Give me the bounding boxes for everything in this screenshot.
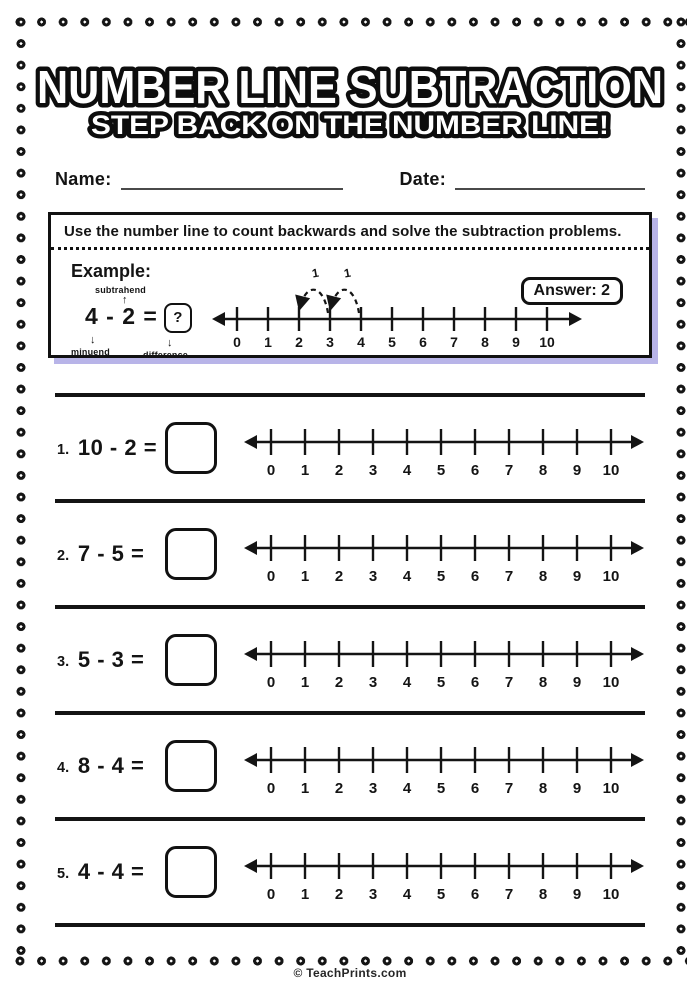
tick-label: 1	[300, 462, 310, 479]
number-line	[243, 634, 645, 692]
tick-label: 4	[357, 334, 365, 350]
page-border-dots-bottom	[15, 956, 687, 966]
difference-label: difference	[143, 350, 189, 360]
hop-count-label: 1	[310, 265, 320, 281]
tick-label: 6	[470, 780, 480, 797]
example-equation-text	[85, 303, 192, 333]
tick-label: 2	[334, 462, 344, 479]
tick-label: 0	[233, 334, 241, 350]
tick-label: 9	[572, 886, 582, 903]
tick-group	[267, 429, 620, 479]
tick-label: 10	[602, 674, 620, 691]
problem-row	[55, 817, 645, 923]
example-equation-value: 4 - 2 =	[85, 303, 158, 329]
tick-label: 6	[470, 674, 480, 691]
problem-equation: 4 - 4 =	[77, 859, 145, 884]
page-border-dots-top	[15, 17, 687, 27]
right-arrow-icon	[631, 541, 644, 555]
name-label: Name:	[55, 169, 112, 189]
tick-label: 3	[368, 886, 378, 903]
tick-group	[267, 641, 620, 691]
tick-label: 10	[602, 886, 620, 903]
tick-label: 6	[470, 886, 480, 903]
right-arrow-icon	[631, 647, 644, 661]
left-arrow-icon	[212, 312, 225, 326]
tick-label: 5	[436, 674, 446, 691]
down-arrow-icon: ↓	[90, 334, 96, 346]
number-line	[243, 846, 645, 904]
number-line	[243, 528, 645, 586]
date-field	[399, 168, 645, 190]
problem-row	[55, 393, 645, 499]
tick-label: 6	[470, 568, 480, 585]
tick-label: 4	[402, 886, 412, 903]
tick-label: 8	[481, 334, 489, 350]
tick-label: 5	[436, 886, 446, 903]
tick-label: 7	[504, 568, 514, 585]
tick-group	[233, 307, 555, 350]
up-arrow-icon: ↑	[122, 294, 128, 306]
answer-box[interactable]	[165, 740, 217, 792]
tick-label: 7	[504, 462, 514, 479]
tick-label: 1	[300, 886, 310, 903]
down-arrow-icon: ↓	[167, 337, 173, 349]
tick-label: 10	[602, 780, 620, 797]
tick-label: 8	[538, 568, 548, 585]
tick-label: 1	[300, 568, 310, 585]
right-arrow-icon	[631, 753, 644, 767]
problem-equation: 10 - 2 =	[77, 435, 158, 460]
left-arrow-icon	[244, 753, 257, 767]
tick-label: 2	[334, 886, 344, 903]
page-border-dots-right	[676, 17, 686, 965]
tick-label: 2	[334, 674, 344, 691]
tick-label: 2	[334, 780, 344, 797]
tick-label: 7	[504, 886, 514, 903]
tick-label: 7	[504, 780, 514, 797]
tick-label: 5	[436, 462, 446, 479]
left-arrow-icon	[244, 541, 257, 555]
right-arrow-icon	[569, 312, 582, 326]
problem-row	[55, 605, 645, 711]
tick-label: 0	[266, 674, 276, 691]
page-subtitle: STEP BACK ON THE NUMBER LINE!	[91, 110, 609, 140]
tick-label: 9	[572, 462, 582, 479]
tick-label: 4	[402, 462, 412, 479]
hop-count-label: 1	[342, 265, 352, 281]
right-arrow-icon	[631, 435, 644, 449]
tick-label: 9	[512, 334, 520, 350]
example-answer-badge: Answer: 2	[521, 277, 623, 305]
tick-label: 1	[300, 674, 310, 691]
problem-number: 1.	[57, 442, 70, 458]
difference-box: ?	[164, 303, 192, 333]
tick-label: 5	[436, 568, 446, 585]
tick-label: 7	[504, 674, 514, 691]
instruction-box	[48, 212, 652, 358]
tick-label: 3	[368, 568, 378, 585]
answer-box[interactable]	[165, 528, 217, 580]
worksheet-subtitle-art	[25, 108, 675, 144]
tick-label: 9	[572, 568, 582, 585]
hop-arc	[331, 290, 359, 313]
name-input-line[interactable]	[121, 168, 343, 190]
tick-label: 6	[470, 462, 480, 479]
tick-label: 7	[450, 334, 458, 350]
left-arrow-icon	[244, 859, 257, 873]
hop-arc	[300, 290, 328, 313]
tick-label: 0	[266, 462, 276, 479]
tick-label: 3	[368, 462, 378, 479]
tick-label: 4	[402, 568, 412, 585]
tick-label: 1	[264, 334, 272, 350]
page-title: NUMBER LINE SUBTRACTION	[37, 61, 663, 113]
number-line	[243, 422, 645, 480]
tick-label: 10	[539, 334, 555, 350]
tick-label: 2	[295, 334, 303, 350]
tick-label: 0	[266, 780, 276, 797]
tick-label: 3	[368, 674, 378, 691]
tick-label: 10	[602, 568, 620, 585]
right-arrow-icon	[631, 859, 644, 873]
problem-equation: 8 - 4 =	[77, 753, 145, 778]
date-label: Date:	[399, 169, 446, 189]
tick-label: 8	[538, 462, 548, 479]
left-arrow-icon	[244, 647, 257, 661]
tick-label: 10	[602, 462, 620, 479]
tick-label: 8	[538, 674, 548, 691]
left-arrow-icon	[244, 435, 257, 449]
example-heading: Example:	[71, 261, 152, 281]
footer-credit: © TeachPrints.com	[293, 966, 407, 980]
date-input-line[interactable]	[455, 168, 645, 190]
tick-label: 9	[572, 674, 582, 691]
subtrahend-label: subtrahend	[95, 285, 147, 295]
problem-number: 3.	[57, 654, 70, 670]
answer-box[interactable]	[165, 846, 217, 898]
tick-label: 6	[419, 334, 427, 350]
number-line	[243, 740, 645, 798]
problem-equation: 7 - 5 =	[77, 541, 145, 566]
tick-label: 1	[300, 780, 310, 797]
tick-group	[267, 853, 620, 903]
tick-label: 4	[402, 674, 412, 691]
name-date-row	[55, 168, 645, 190]
tick-group	[267, 535, 620, 585]
tick-label: 3	[368, 780, 378, 797]
problem-equation: 5 - 3 =	[77, 647, 145, 672]
instructions-text: Use the number line to count backwards and solve the subtraction problems.	[64, 223, 622, 240]
problems-section	[55, 393, 645, 927]
tick-group	[267, 747, 620, 797]
problem-number: 2.	[57, 548, 70, 564]
dotted-separator	[51, 247, 649, 250]
minuend-label: minuend	[71, 347, 110, 357]
answer-box[interactable]	[165, 634, 217, 686]
example-number-line	[211, 261, 583, 351]
tick-label: 9	[572, 780, 582, 797]
tick-label: 0	[266, 568, 276, 585]
tick-label: 4	[402, 780, 412, 797]
problem-number: 5.	[57, 866, 70, 882]
tick-label: 5	[388, 334, 396, 350]
name-field	[55, 168, 343, 190]
tick-label: 5	[436, 780, 446, 797]
answer-box[interactable]	[165, 422, 217, 474]
tick-label: 3	[326, 334, 334, 350]
tick-label: 8	[538, 886, 548, 903]
problem-row	[55, 499, 645, 605]
page-border-dots-left	[16, 17, 26, 965]
tick-label: 0	[266, 886, 276, 903]
problem-row	[55, 711, 645, 817]
tick-label: 2	[334, 568, 344, 585]
problem-number: 4.	[57, 760, 70, 776]
tick-label: 8	[538, 780, 548, 797]
